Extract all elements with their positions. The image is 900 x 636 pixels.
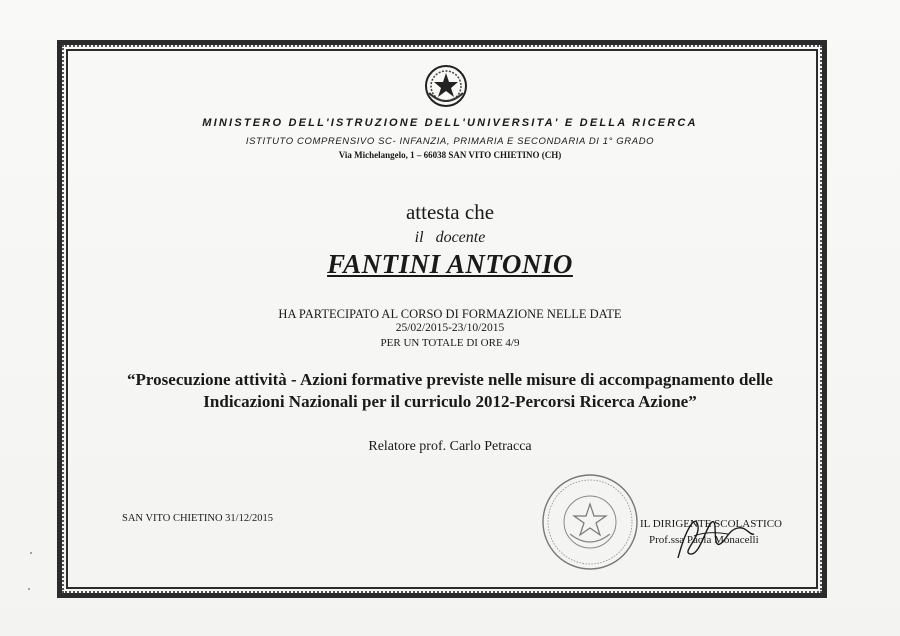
role-text: il docente	[414, 229, 486, 246]
course-dates: 25/02/2015-23/10/2015	[395, 322, 505, 334]
signer-name: Prof.ssa Paola Monacelli	[649, 534, 759, 546]
course-title-line-2: Indicazioni Nazionali per il curriculo 2012-Percorsi Ricerca Azione”	[203, 392, 697, 411]
scan-speck	[28, 588, 30, 590]
participation-statement: HA PARTECIPATO AL CORSO DI FORMAZIONE NELLE DATE	[278, 307, 622, 321]
institute-address: Via Michelangelo, 1 – 66038 SAN VITO CHIETINO (CH)	[338, 150, 562, 160]
place-and-date: SAN VITO CHIETINO 31/12/2015	[122, 513, 273, 524]
signer-title: IL DIRIGENTE SCOLASTICO	[640, 518, 782, 530]
recipient-name: FANTINI ANTONIO	[327, 249, 573, 279]
course-hours: PER UN TOTALE DI ORE 4/9	[380, 337, 520, 349]
speaker-line: Relatore prof. Carlo Petracca	[368, 439, 532, 454]
institute-name: ISTITUTO COMPRENSIVO SC- INFANZIA, PRIMARIA E SECONDARIA DI 1° GRADO	[245, 136, 655, 147]
ministry-heading: MINISTERO DELL'ISTRUZIONE DELL'UNIVERSITA' E DELLA RICERCA	[202, 117, 698, 129]
attests-text: attesta che	[405, 200, 495, 224]
course-title-line-1: “Prosecuzione attività - Azioni formative previste nelle misure di accompagnamento delle	[127, 370, 773, 389]
school-seal-stamp-icon	[540, 472, 640, 572]
scan-speck	[30, 552, 32, 554]
course-title	[60, 369, 840, 413]
italian-republic-emblem-icon	[423, 63, 469, 109]
